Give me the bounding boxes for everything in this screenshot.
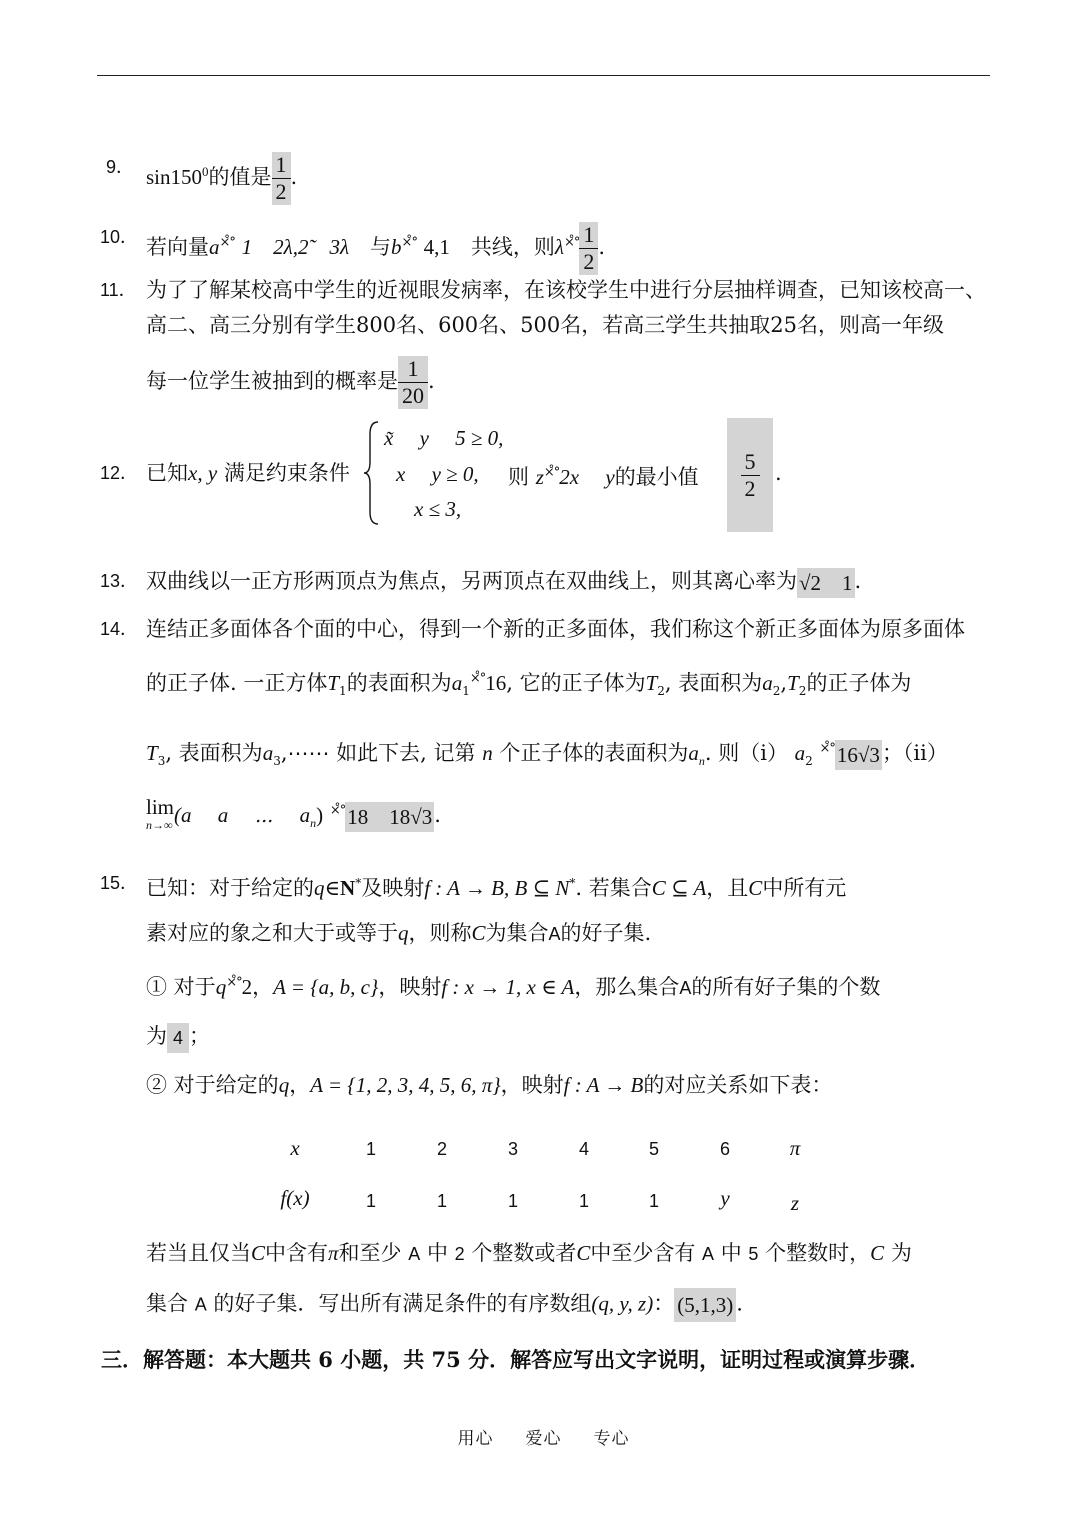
header-rule: [97, 75, 990, 76]
question-number: 9．: [106, 157, 135, 177]
constraint-3: x ≤ 3,: [414, 497, 462, 521]
answer-highlight: (5,1,3): [674, 1288, 736, 1322]
answer-highlight: $\frac{1}{2}$: [579, 222, 598, 275]
question-number: 12．: [100, 463, 139, 483]
constraint-1: x̃ y 5 ≥ 0,: [384, 426, 504, 450]
answer-highlight: $\frac{5}{2}$: [727, 418, 773, 532]
brace-symbol: [362, 420, 380, 526]
answer-highlight: $\frac{1}{20}$: [398, 356, 428, 409]
constraint-2: x y ≥ 0,: [396, 462, 479, 486]
sin-expr: sin150: [146, 165, 203, 189]
answer-highlight: $\frac{1}{2}$: [272, 152, 291, 205]
answer-highlight: 4: [167, 1023, 189, 1053]
table-header-x: x: [290, 1136, 300, 1160]
answer-highlight: 18 18√3: [345, 802, 434, 832]
question-number: 15．: [100, 873, 139, 893]
question-number: 14．: [100, 619, 139, 639]
answer-highlight: 16√3: [835, 740, 882, 770]
answer-highlight: √2 1: [797, 568, 855, 598]
question-number: 10．: [100, 227, 139, 247]
question-number: 11．: [100, 280, 137, 300]
table-header-fx: f(x): [280, 1186, 310, 1210]
page-footer: 用心 爱心 专心: [457, 1429, 630, 1449]
section-heading: 三．解答题：本大题共 6 小题，共 75 分．解答应写出文字说明，证明过程或演算步骤．: [101, 1347, 931, 1372]
question-number: 13．: [100, 571, 139, 591]
